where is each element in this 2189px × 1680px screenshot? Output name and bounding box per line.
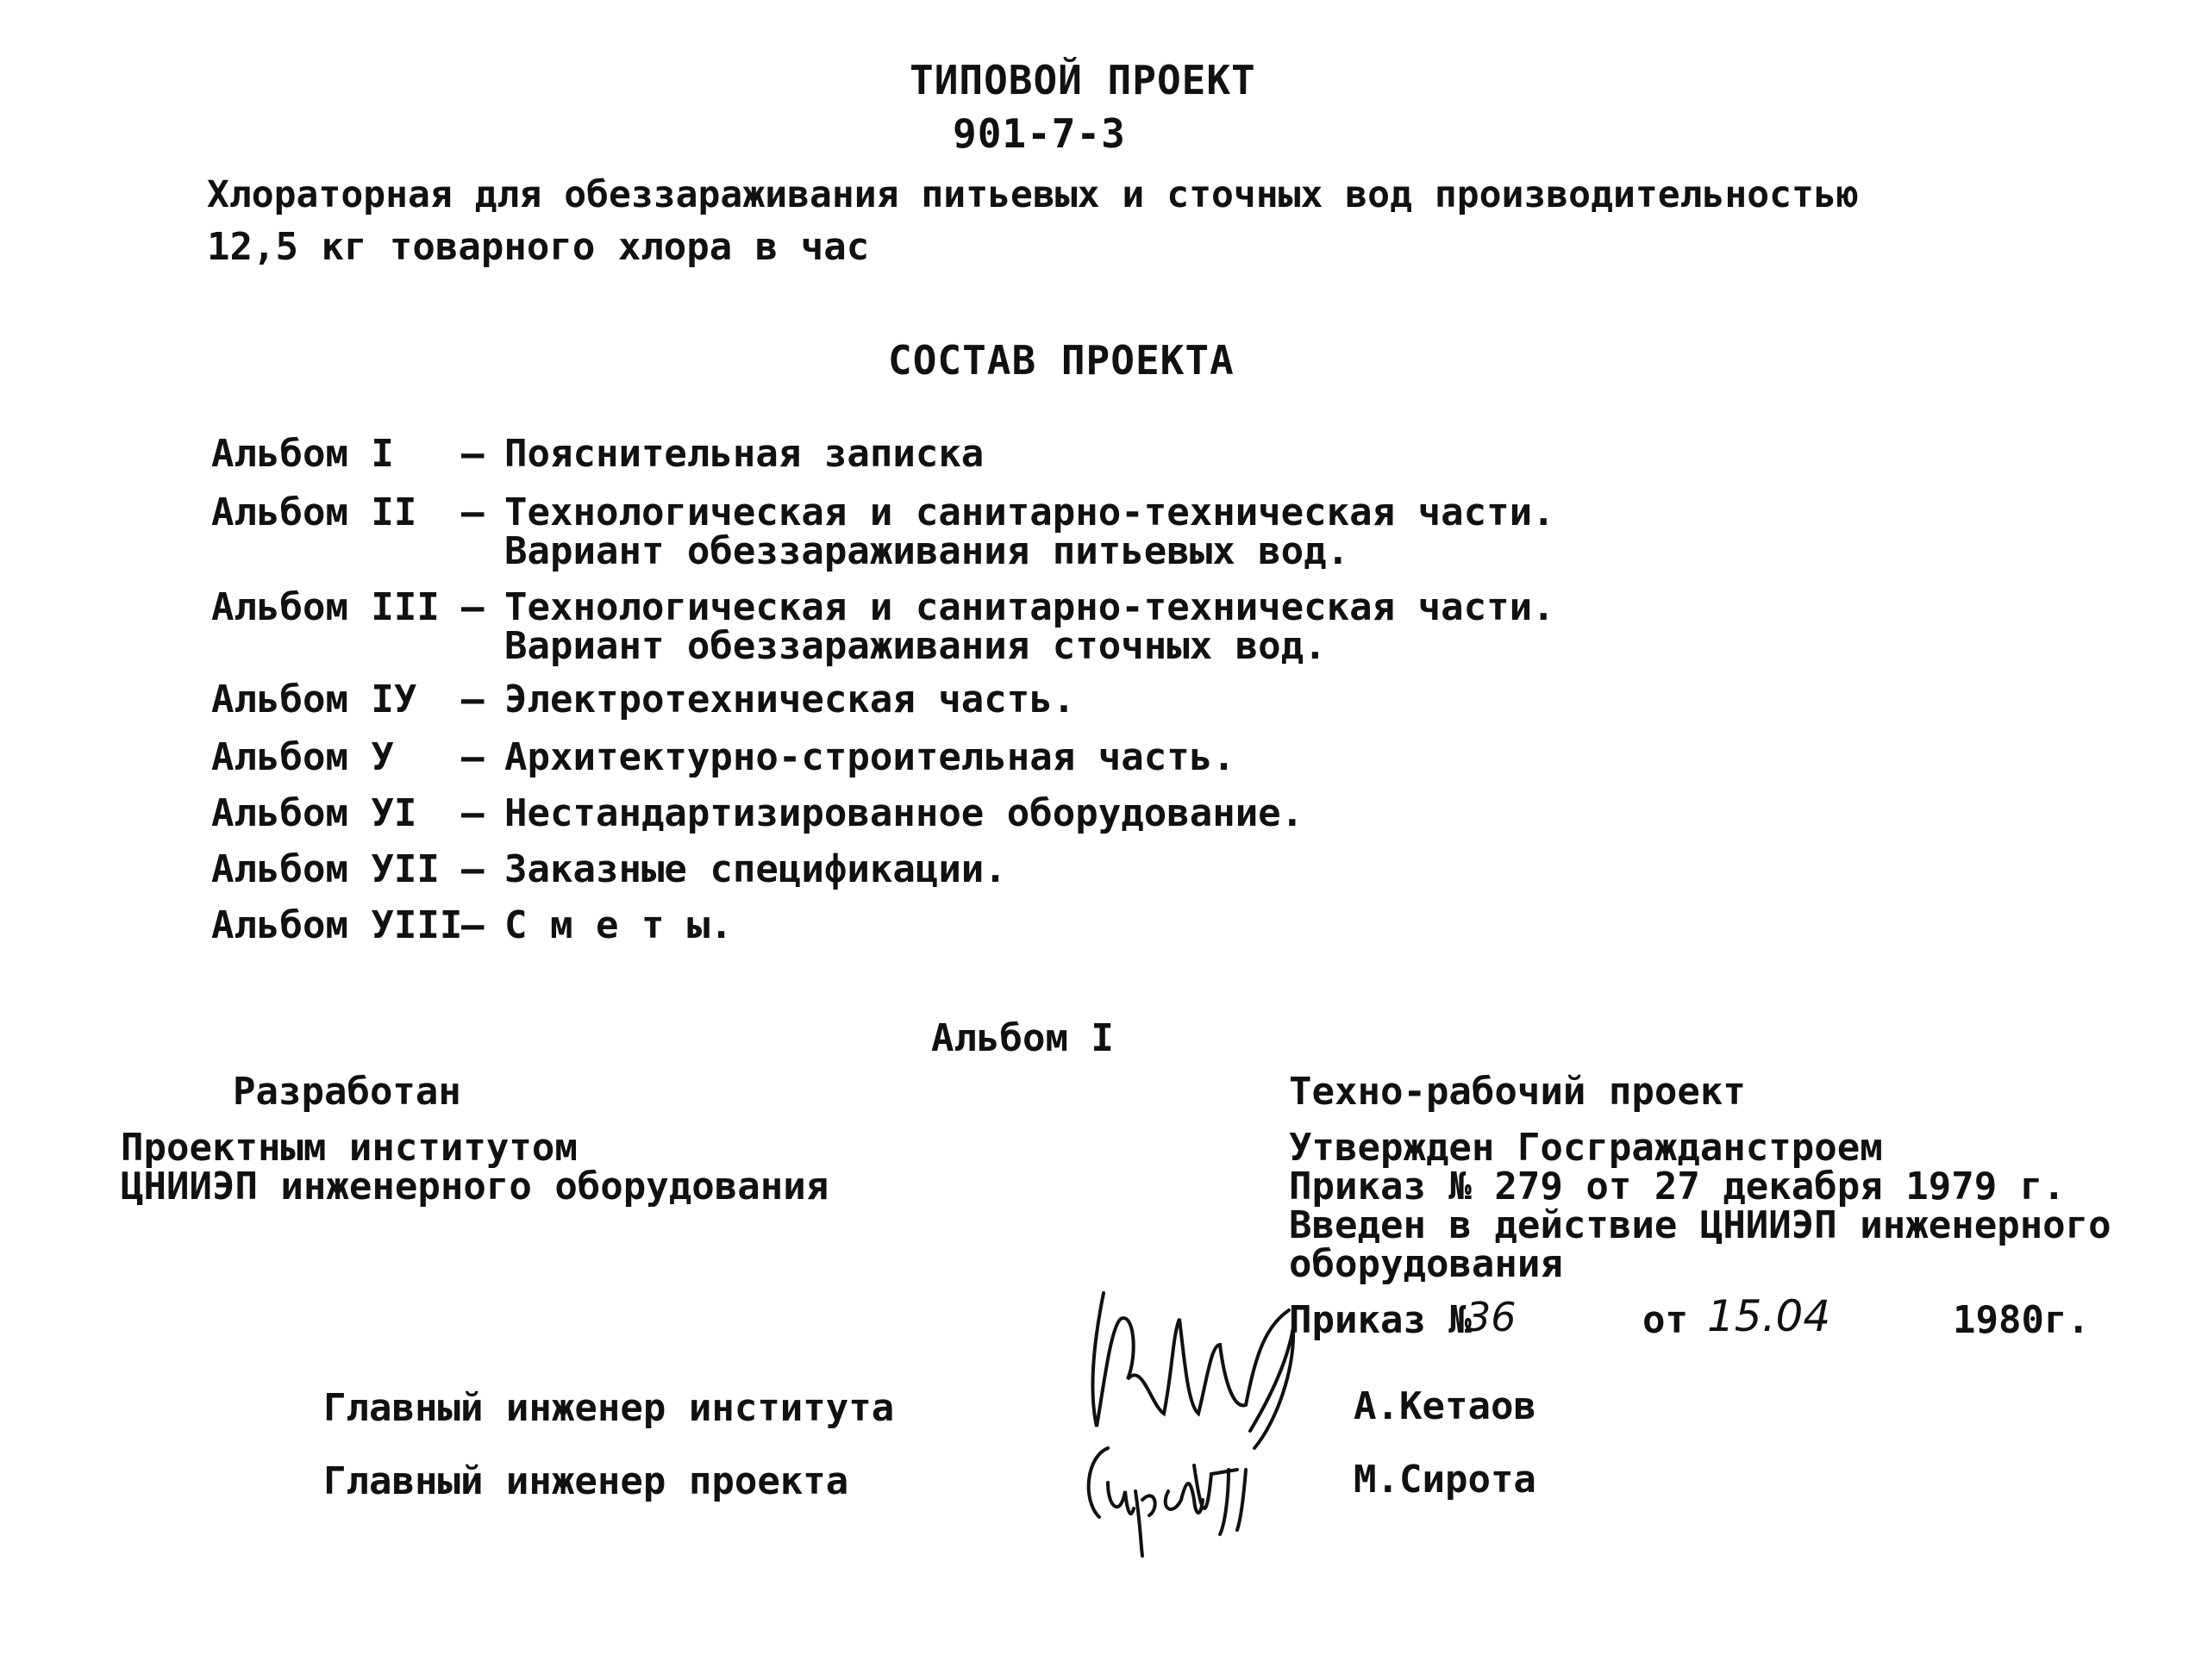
- approval-line1: Утвержден Госгражданстроем: [1289, 1126, 1883, 1170]
- album-description: Пояснительная записка: [504, 432, 985, 476]
- album-description: С м е т ы.: [504, 903, 733, 947]
- album-description-continued: Вариант обеззараживания питьевых вод.: [504, 529, 1350, 573]
- album-dash: –: [461, 432, 485, 476]
- developed-heading: Разработан: [233, 1070, 461, 1114]
- album-dash: –: [461, 791, 485, 835]
- album-dash: –: [461, 490, 485, 534]
- chief-project-name: М.Сирота: [1354, 1458, 1536, 1502]
- album-label: Альбом III: [211, 585, 440, 629]
- approval-heading: Техно-рабочий проект: [1289, 1070, 1746, 1114]
- approval-line4: оборудования: [1289, 1242, 1563, 1286]
- album-description: Электротехническая часть.: [504, 678, 1076, 721]
- album-label: Альбом УII: [211, 847, 440, 891]
- album-label: Альбом УI: [211, 791, 417, 835]
- album-label: Альбом IУ: [211, 678, 417, 721]
- current-album-label: Альбом I: [931, 1016, 1114, 1060]
- order-date: 15.04: [1707, 1291, 1831, 1341]
- album-description: Архитектурно-строительная часть.: [504, 735, 1235, 779]
- album-description: Технологическая и санитарно-техническая части.: [504, 585, 1555, 629]
- album-dash: –: [461, 585, 485, 629]
- album-description: Нестандартизированное оборудование.: [504, 791, 1304, 835]
- album-label: Альбом I: [211, 432, 394, 476]
- composition-heading: СОСТАВ ПРОЕКТА: [888, 337, 1235, 384]
- approval-line3: Введен в действие ЦНИИЭП инженерного: [1289, 1203, 2111, 1247]
- project-description-line1: Хлораторная для обеззараживания питьевых и сточных вод производительностью: [207, 173, 1859, 216]
- album-dash: –: [461, 847, 485, 891]
- chief-institute-label: Главный инженер института: [323, 1386, 895, 1430]
- order-prefix: Приказ №: [1289, 1298, 1472, 1342]
- signature-project: [1073, 1422, 1289, 1560]
- order-year: 1980г.: [1953, 1298, 2090, 1342]
- chief-project-label: Главный инженер проекта: [323, 1459, 849, 1503]
- document-type-title: ТИПОВОЙ ПРОЕКТ: [910, 57, 1256, 103]
- album-dash: –: [461, 903, 485, 947]
- order-number: 36: [1466, 1294, 1517, 1340]
- album-dash: –: [461, 735, 485, 779]
- project-description-line2: 12,5 кг товарного хлора в час: [207, 225, 870, 269]
- album-description: Технологическая и санитарно-техническая части.: [504, 490, 1555, 534]
- chief-institute-name: А.Кетаов: [1354, 1384, 1536, 1428]
- developed-line1: Проектным институтом: [121, 1126, 578, 1170]
- album-dash: –: [461, 678, 485, 721]
- approval-line2: Приказ № 279 от 27 декабря 1979 г.: [1289, 1165, 2066, 1208]
- album-label: Альбом УIII: [211, 903, 463, 947]
- album-description-continued: Вариант обеззараживания сточных вод.: [504, 624, 1327, 668]
- order-from: от: [1642, 1298, 1688, 1342]
- project-number: 901-7-3: [953, 110, 1126, 157]
- developed-line2: ЦНИИЭП инженерного оборудования: [121, 1165, 829, 1208]
- album-description: Заказные спецификации.: [504, 847, 1007, 891]
- album-label: Альбом У: [211, 735, 394, 779]
- album-label: Альбом II: [211, 490, 417, 534]
